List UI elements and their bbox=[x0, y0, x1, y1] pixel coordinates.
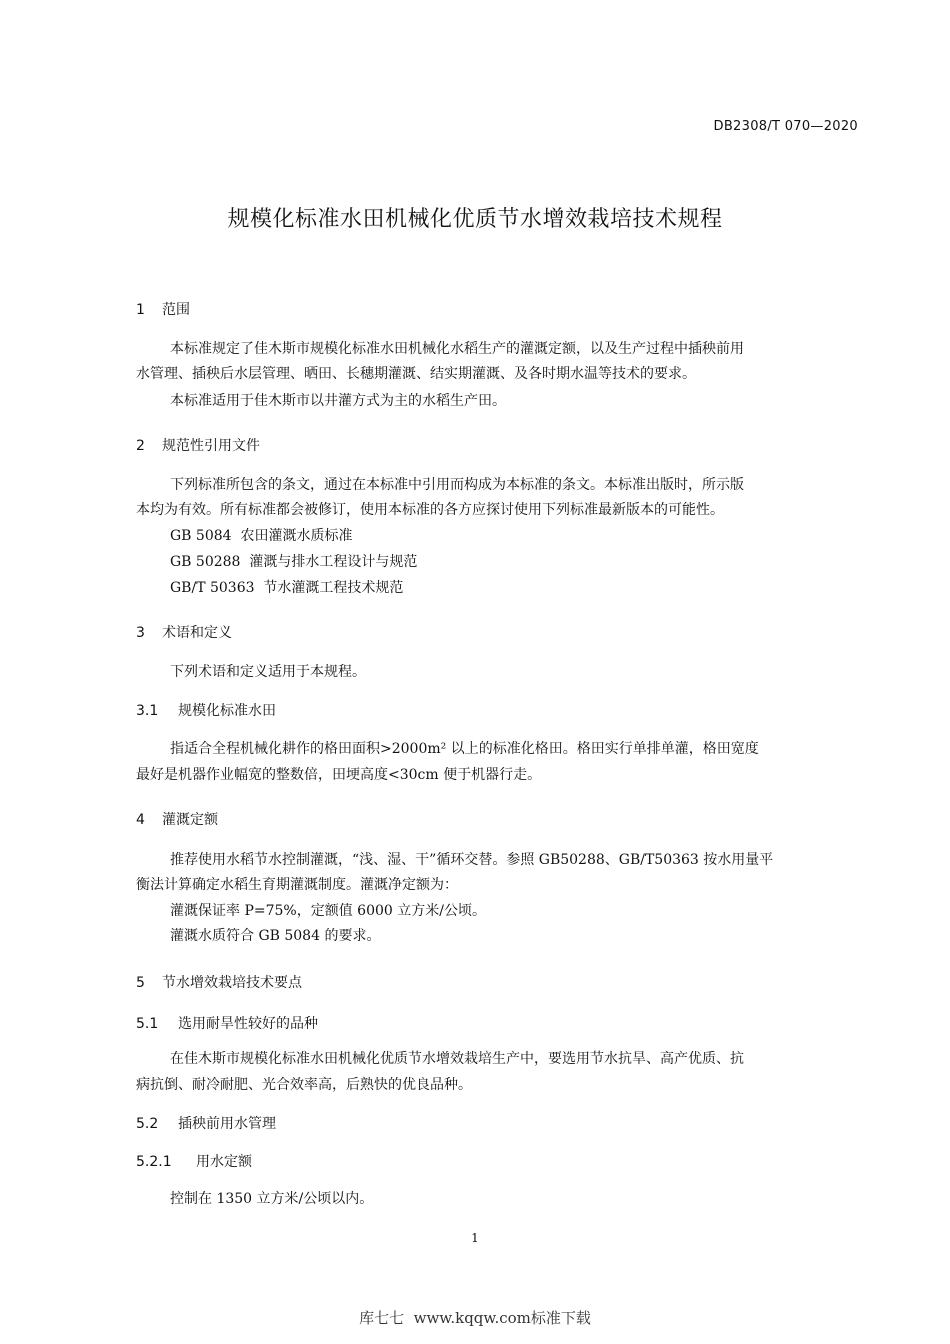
paragraph-line: 本标准适用于佳木斯市以井灌方式为主的水稻生产田。 bbox=[170, 393, 506, 409]
paragraph-line: 下列标准所包含的条文，通过在本标准中引用而构成为本标准的条文。本标准出版时，所示版 bbox=[170, 477, 744, 493]
section-number: 5 bbox=[136, 975, 145, 991]
section-5-2-heading bbox=[136, 1113, 276, 1133]
paragraph-line: 控制在 1350 立方米/公顷以内。 bbox=[170, 1191, 374, 1207]
reference-item: GB/T 50363 节水灌溉工程技术规范 bbox=[170, 580, 404, 596]
section-3-1-heading bbox=[136, 700, 276, 720]
paragraph-line: 水管理、插秧后水层管理、晒田、长穗期灌溉、结实期灌溉、及各时期水温等技术的要求。 bbox=[136, 366, 696, 382]
section-1-heading bbox=[136, 299, 190, 319]
reference-item: GB 5084 农田灌溉水质标准 bbox=[170, 528, 353, 544]
document-code: DB2308/T 070—2020 bbox=[713, 119, 858, 134]
paragraph-line: 下列术语和定义适用于本规程。 bbox=[170, 664, 366, 680]
section-title: 插秧前用水管理 bbox=[178, 1116, 276, 1132]
footer-watermark: 库七七 www.kqqw.com标准下载 bbox=[359, 1309, 591, 1327]
reference-item: GB 50288 灌溉与排水工程设计与规范 bbox=[170, 554, 418, 570]
section-3-heading bbox=[136, 622, 232, 642]
section-title: 规模化标准水田 bbox=[178, 703, 276, 719]
section-title: 选用耐旱性较好的品种 bbox=[178, 1016, 318, 1032]
section-number: 5.1 bbox=[136, 1016, 159, 1032]
section-5-heading bbox=[136, 972, 302, 992]
section-number: 5.2.1 bbox=[136, 1154, 172, 1170]
paragraph-line: 衡法计算确定水稻生育期灌溉制度。灌溉净定额为： bbox=[136, 877, 458, 893]
paragraph-line: 在佳木斯市规模化标准水田机械化优质节水增效栽培生产中，要选用节水抗旱、高产优质、抗 bbox=[170, 1051, 744, 1067]
paragraph-line: 本均为有效。所有标准都会被修订，使用本标准的各方应探讨使用下列标准最新版本的可能性。 bbox=[136, 502, 724, 518]
section-number: 2 bbox=[136, 438, 145, 454]
page-number: 1 bbox=[471, 1231, 479, 1245]
section-title: 规范性引用文件 bbox=[162, 438, 260, 454]
section-title: 灌溉定额 bbox=[162, 812, 218, 828]
section-title: 术语和定义 bbox=[162, 625, 232, 641]
section-number: 3 bbox=[136, 625, 145, 641]
document-title: 规模化标准水田机械化优质节水增效栽培技术规程 bbox=[227, 207, 723, 232]
paragraph-line: 病抗倒、耐冷耐肥、光合效率高，后熟快的优良品种。 bbox=[136, 1077, 472, 1093]
section-title: 用水定额 bbox=[196, 1154, 252, 1170]
section-number: 5.2 bbox=[136, 1116, 159, 1132]
section-2-heading bbox=[136, 435, 260, 455]
section-number: 1 bbox=[136, 302, 145, 318]
paragraph-line: 灌溉保证率 P=75%，定额值 6000 立方米/公顷。 bbox=[170, 903, 486, 919]
section-4-heading bbox=[136, 809, 218, 829]
section-5-2-1-heading bbox=[136, 1151, 252, 1171]
paragraph-line: 最好是机器作业幅宽的整数倍，田埂高度<30cm 便于机器行走。 bbox=[136, 767, 542, 783]
section-title: 节水增效栽培技术要点 bbox=[162, 975, 302, 991]
section-5-1-heading bbox=[136, 1013, 318, 1033]
section-number: 4 bbox=[136, 812, 145, 828]
paragraph-line: 灌溉水质符合 GB 5084 的要求。 bbox=[170, 928, 381, 944]
section-number: 3.1 bbox=[136, 703, 159, 719]
paragraph-line: 推荐使用水稻节水控制灌溉，“浅、湿、干”循环交替。参照 GB50288、GB/T50363 按水用量平 bbox=[170, 852, 774, 868]
paragraph-line: 指适合全程机械化耕作的格田面积>2000m² 以上的标准化格田。格田实行单排单灌，格田宽度 bbox=[170, 741, 759, 757]
section-title: 范围 bbox=[162, 302, 190, 318]
paragraph-line: 本标准规定了佳木斯市规模化标准水田机械化水稻生产的灌溉定额，以及生产过程中插秧前用 bbox=[170, 341, 744, 357]
